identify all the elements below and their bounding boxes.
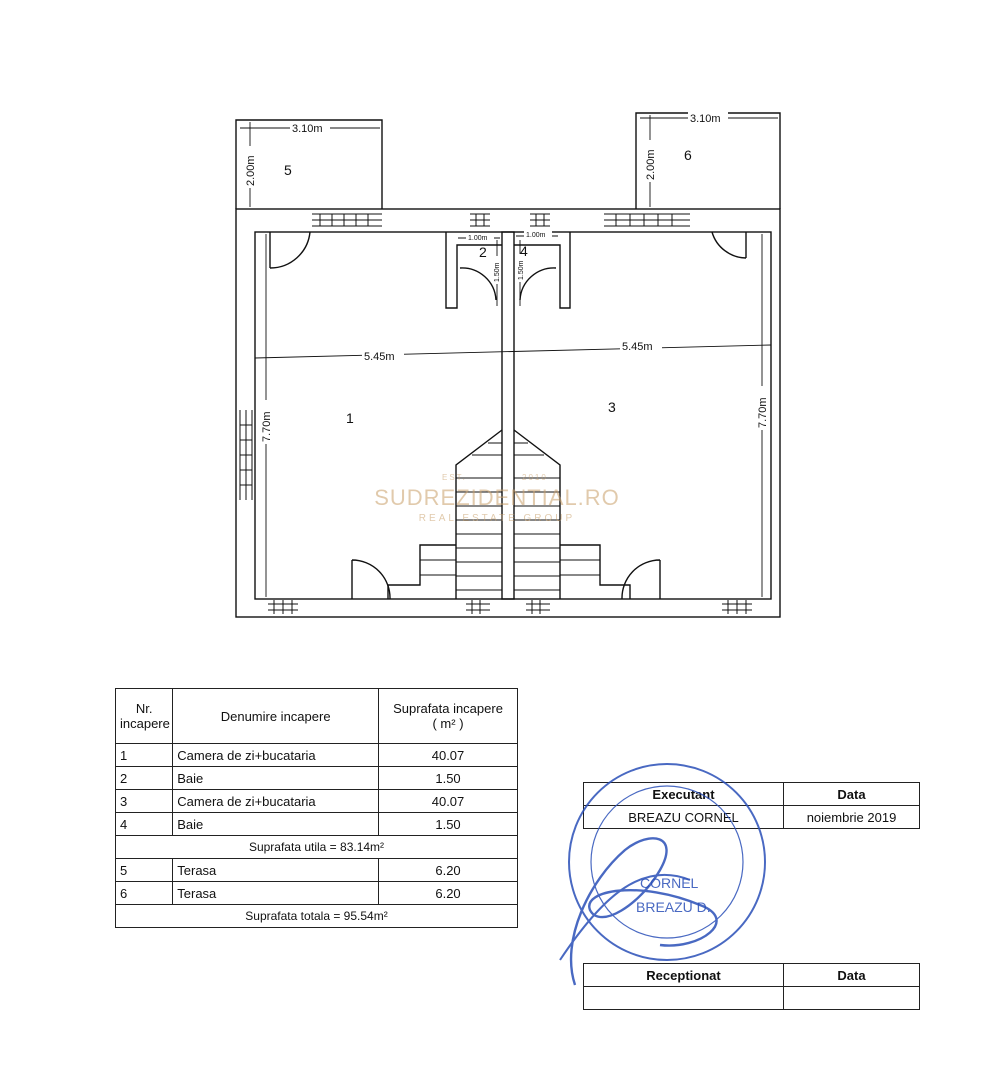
executant-label: Executant: [584, 783, 784, 806]
stair-treads: [420, 443, 600, 590]
window-left-side: [240, 410, 252, 500]
window-top-left: [312, 214, 382, 226]
stair-landing: [388, 545, 630, 599]
inner-wall: [255, 232, 771, 599]
dim-room-1-depth: 7.70m: [261, 411, 273, 442]
subtotal-row: Suprafata utila = 83.14m²: [116, 836, 518, 859]
table-row: 5 Terasa 6.20: [116, 859, 518, 882]
dim-terrace-6-width: 3.10m: [690, 113, 721, 125]
seal-line-2: BREAZU D.: [636, 899, 711, 915]
receptionat-date-cell: [784, 987, 920, 1010]
outer-wall: [236, 209, 780, 617]
header-area: Suprafata incapere ( m² ): [379, 689, 518, 744]
dim-bath-2-depth: 1.50m: [494, 262, 501, 282]
dim-terrace-5-width: 3.10m: [292, 123, 323, 135]
watermark-brand: SUDREZIDENTIAL.RO: [374, 485, 620, 510]
dim-bath-4-width: 1.00m: [526, 232, 546, 239]
room-label-3: 3: [608, 399, 616, 415]
central-partition: [502, 232, 514, 599]
executant-date: noiembrie 2019: [784, 806, 920, 829]
executant-table: [583, 782, 920, 829]
dim-bath-2-width: 1.00m: [468, 235, 488, 242]
window-bottom-4: [722, 600, 752, 614]
window-bottom-3: [526, 600, 550, 614]
header-nr: Nr. incapere: [116, 689, 173, 744]
dim-room-3-depth: 7.70m: [757, 397, 769, 428]
watermark-est: EST.: [442, 473, 467, 482]
dim-room-3-width: 5.45m: [622, 341, 653, 353]
receptionat-table: [583, 963, 920, 1010]
signature-stroke: [560, 875, 690, 960]
dim-terrace-5-depth: 2.00m: [245, 155, 257, 186]
terrace-6-outline: [636, 113, 780, 209]
dim-line-room-width: [255, 345, 771, 358]
room-label-6: 6: [684, 147, 692, 163]
window-top-right: [604, 214, 690, 226]
room-label-4: 4: [520, 243, 528, 259]
executant-date-label: Data: [784, 783, 920, 806]
dim-room-1-width: 5.45m: [364, 351, 395, 363]
dim-terrace-6-depth: 2.00m: [645, 149, 657, 180]
door-bath-2: [460, 268, 496, 300]
window-bath-2: [470, 214, 490, 226]
table-row: 6 Terasa 6.20: [116, 882, 518, 905]
door-entry-3: [622, 560, 660, 599]
table-row: 4 Baie 1.50: [116, 813, 518, 836]
table-row: 1 Camera de zi+bucataria 40.07: [116, 744, 518, 767]
door-room-1: [270, 232, 310, 268]
rooms-table: [115, 688, 518, 928]
dim-bath-4-depth: 1.50m: [518, 260, 525, 280]
table-row: 3 Camera de zi+bucataria 40.07: [116, 790, 518, 813]
receptionat-label: Receptionat: [584, 964, 784, 987]
room-label-2: 2: [479, 244, 487, 260]
seal-line-1: CORNEL: [640, 875, 699, 891]
watermark-year: 2010: [522, 473, 548, 482]
receptionat-signature-cell: [584, 987, 784, 1010]
room-label-5: 5: [284, 162, 292, 178]
executant-name: BREAZU CORNEL: [584, 806, 784, 829]
door-entry-1: [352, 560, 390, 599]
door-bath-4: [520, 268, 556, 300]
table-row: 2 Baie 1.50: [116, 767, 518, 790]
receptionat-date-label: Data: [784, 964, 920, 987]
door-room-3: [712, 232, 746, 258]
rooms-table-header: [116, 689, 518, 744]
window-bottom-2: [466, 600, 490, 614]
total-row: Suprafata totala = 95.54m²: [116, 905, 518, 928]
room-label-1: 1: [346, 410, 354, 426]
header-name: Denumire incapere: [173, 689, 379, 744]
window-bottom-1: [268, 600, 298, 614]
watermark-tagline: REAL ESTATE GROUP: [418, 513, 576, 524]
window-bath-4: [530, 214, 550, 226]
